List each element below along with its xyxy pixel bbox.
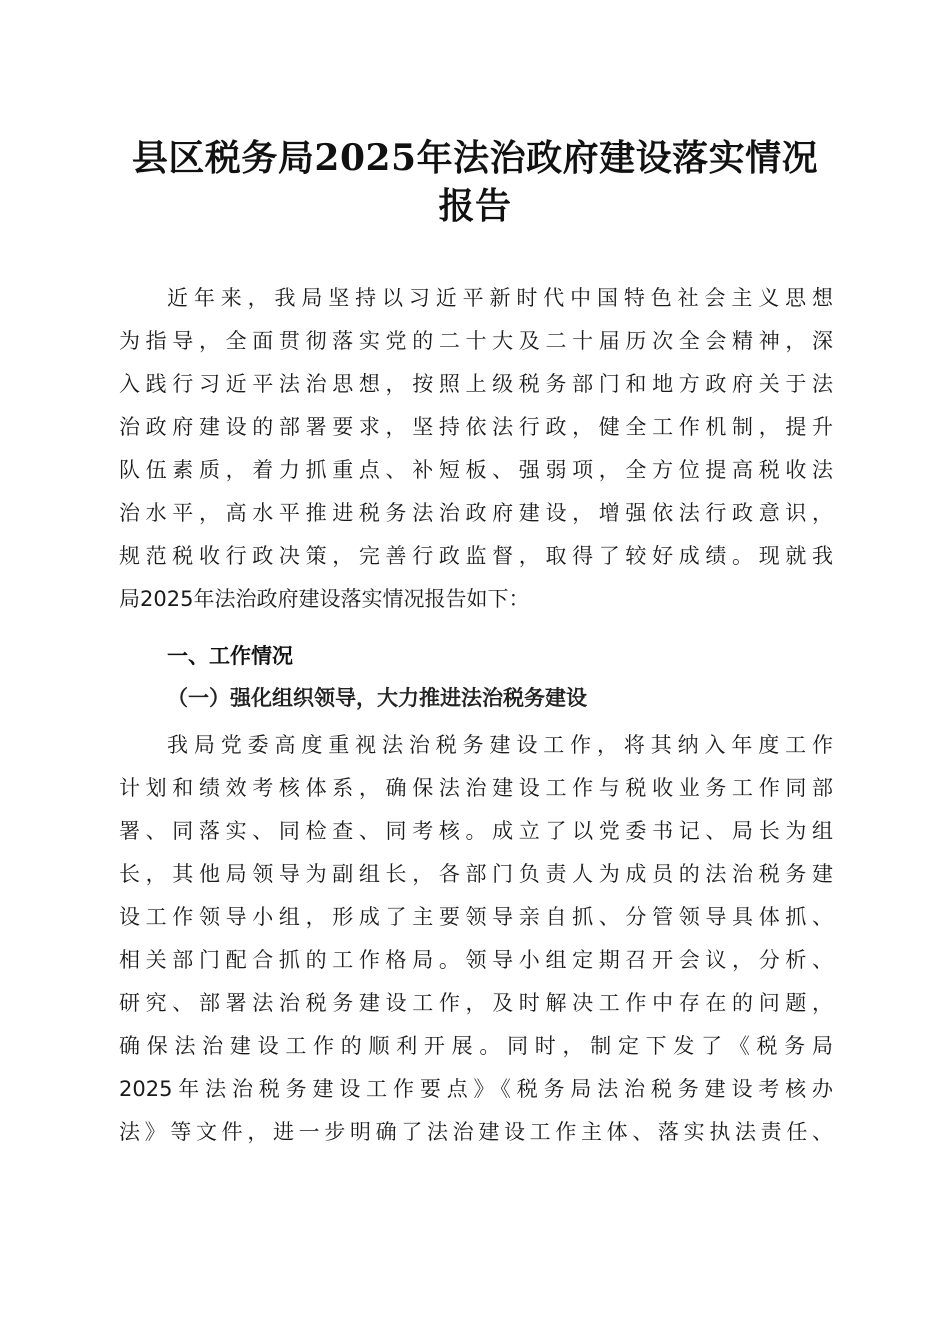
intro-line-3: 入践行习近平法治思想，按照上级税务部门和地方政府关于法 — [119, 372, 833, 396]
intro-line-7: 规范税收行政决策，完善行政监督，取得了较好成绩。现就我 — [119, 544, 833, 568]
subsection-heading: （一）强化组织领导，大力推进法治税务建设 — [167, 686, 587, 710]
body-line-3: 署、同落实、同检查、同考核。成立了以党委书记、局长为组 — [119, 819, 833, 843]
section-heading: 一、工作情况 — [167, 644, 293, 668]
body-line-10: 法》等文件，进一步明确了法治建设工作主体、落实执法责任、 — [119, 1120, 833, 1144]
document-title: 县区税务局2025年法治政府建设落实情况报告 — [131, 137, 819, 227]
body-line-1: 我局党委高度重视法治税务建设工作，将其纳入年度工作 — [167, 733, 833, 757]
intro-line-1: 近年来，我局坚持以习近平新时代中国特色社会主义思想 — [167, 286, 833, 310]
body-line-4: 长，其他局领导为副组长，各部门负责人为成员的法治税务建 — [119, 862, 833, 886]
body-line-8: 确保法治建设工作的顺利开展。同时，制定下发了《税务局 — [119, 1034, 833, 1058]
intro-line-6: 治水平，高水平推进税务法治政府建设，增强依法行政意识， — [119, 501, 833, 525]
intro-line-4: 治政府建设的部署要求，坚持依法行政，健全工作机制，提升 — [119, 415, 833, 439]
body-line-2: 计划和绩效考核体系，确保法治建设工作与税收业务工作同部 — [119, 776, 833, 800]
body-line-6: 相关部门配合抓的工作格局。领导小组定期召开会议，分析、 — [119, 948, 833, 972]
intro-line-8: 局2025年法治政府建设落实情况报告如下： — [119, 587, 530, 611]
body-line-5: 设工作领导小组，形成了主要领导亲自抓、分管领导具体抓、 — [119, 905, 833, 929]
intro-line-5: 队伍素质，着力抓重点、补短板、强弱项，全方位提高税收法 — [119, 458, 833, 482]
body-line-9: 2025年法治税务建设工作要点》《税务局法治税务建设考核办 — [119, 1077, 833, 1101]
body-line-7: 研究、部署法治税务建设工作，及时解决工作中存在的问题， — [119, 991, 833, 1015]
intro-line-2: 为指导，全面贯彻落实党的二十大及二十届历次全会精神，深 — [119, 329, 833, 353]
